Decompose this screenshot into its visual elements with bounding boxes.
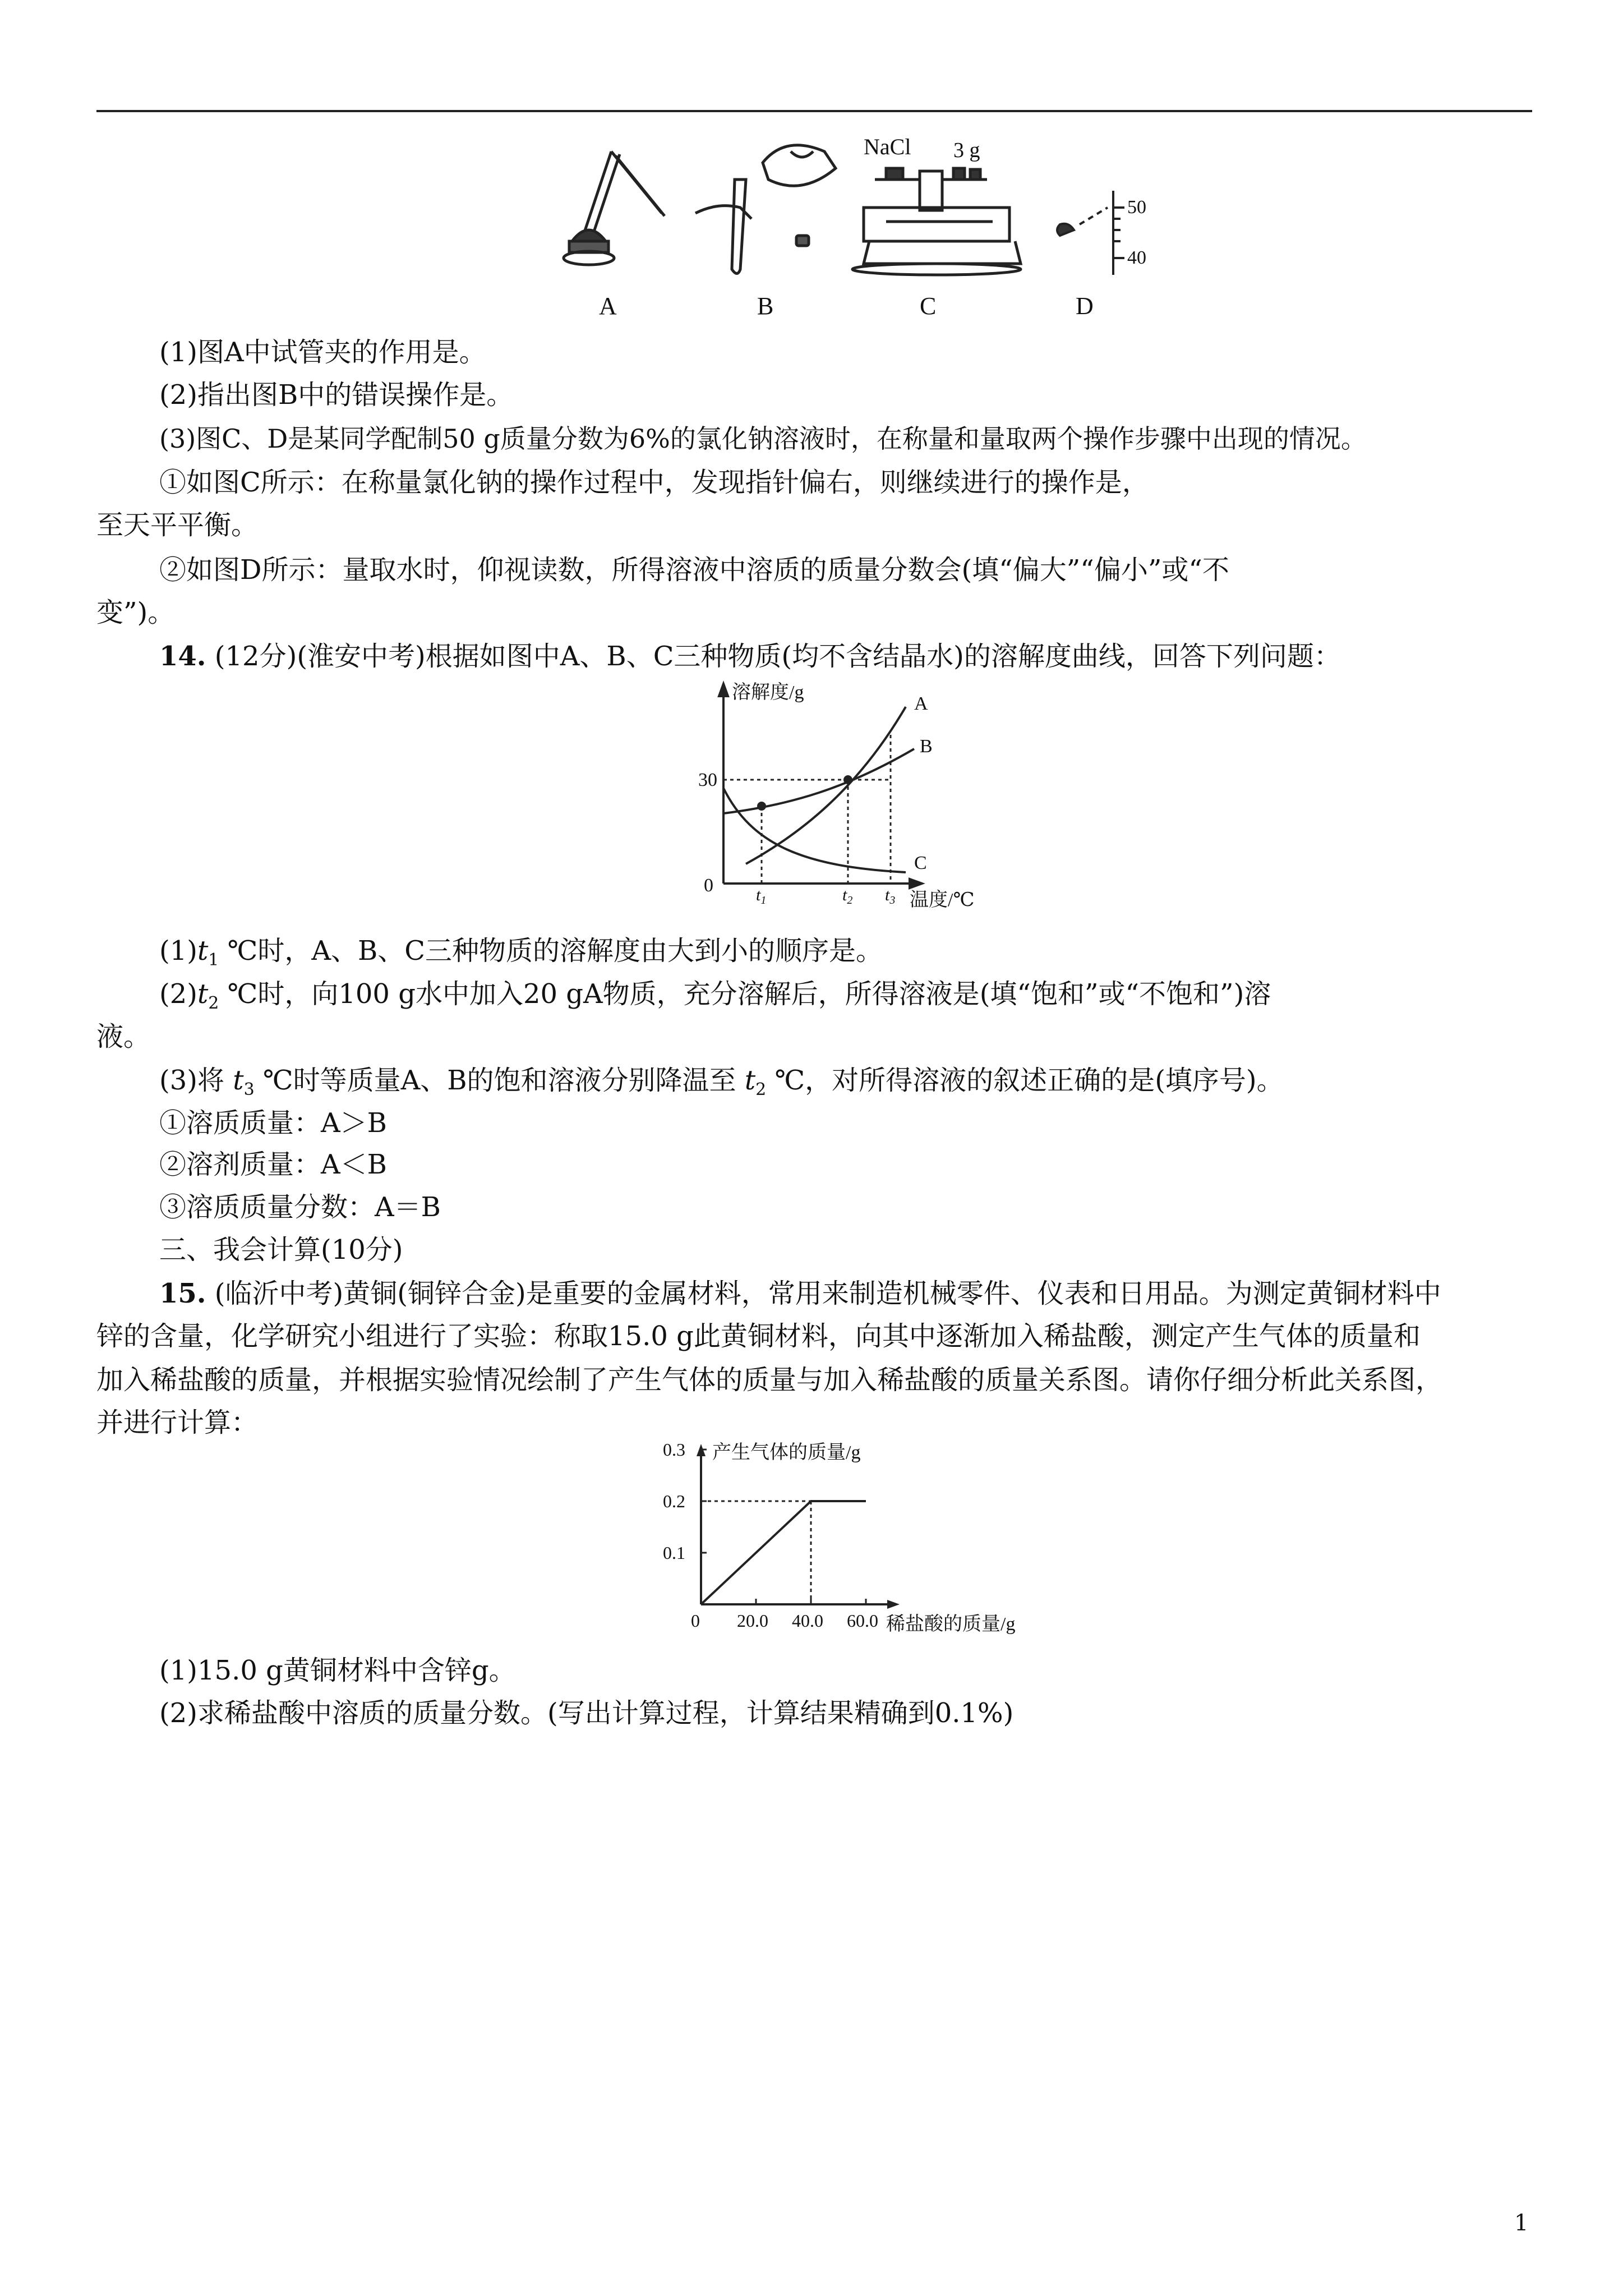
- q13-part2: (2)指出图B中的错误操作是。: [159, 379, 514, 411]
- gas-xlabel: 稀盐酸的质量/g: [886, 1614, 1016, 1635]
- q14-part3: (3)将 $t_3$ ℃时等质量A、B的饱和溶液分别降温至 $t_2$ ℃，对所得溶液的叙述正确的是(填序号)。: [159, 1065, 1284, 1099]
- gas-x-arrow: [887, 1600, 900, 1609]
- gas-ytick-label-2: 0.3: [663, 1439, 685, 1460]
- gas-mass-chart: [651, 1436, 1054, 1655]
- top-rule: [96, 110, 1532, 112]
- cyl-label-40: 40: [1127, 247, 1146, 268]
- q15-stem-line2: 锌的含量，化学研究小组进行了实验：称取15.0 g此黄铜材料，向其中逐渐加入稀盐酸，测定产生气体的质量和: [96, 1320, 1421, 1352]
- q13-part3-1-cont: 至天平平衡。: [96, 509, 259, 541]
- q13-part3-2: ②如图D所示：量取水时，仰视读数，所得溶液中溶质的质量分数会(填“偏大”“偏小”或“不: [159, 554, 1229, 586]
- sol-x-arrow: [910, 879, 922, 888]
- page-number: 1: [1514, 2210, 1529, 2236]
- sol-xlabel: 温度/℃: [910, 890, 975, 910]
- label-nacl: NaCl: [864, 134, 911, 159]
- sol-y-arrow: [719, 684, 728, 696]
- q14-option-2: ②溶剂质量：A＜B: [159, 1149, 387, 1180]
- intersect-t2: [845, 776, 851, 783]
- intersect-t1: [758, 803, 765, 809]
- figure-label-d: D: [1076, 292, 1094, 320]
- gas-series-line: [701, 1501, 866, 1604]
- q15-part1: (1)15.0 g黄铜材料中含锌g。: [159, 1655, 516, 1686]
- q14-stem: 14. (12分)(淮安中考)根据如图中A、B、C三种物质(均不含结晶水)的溶解度曲线，回答下列问题：: [159, 641, 1341, 672]
- sol-origin: 0: [704, 875, 713, 896]
- apparatus-figure: [550, 129, 1155, 320]
- figure-label-a: A: [599, 292, 617, 320]
- figure-label-b: B: [757, 292, 774, 320]
- solubility-chart: [690, 676, 1004, 912]
- series-b-label: B: [920, 736, 933, 757]
- series-c-label: C: [914, 853, 927, 873]
- q15-stem-line1: 15. (临沂中考)黄铜(铜锌合金)是重要的金属材料，常用来制造机械零件、仪表和日用品。为测定黄铜材料中: [159, 1278, 1441, 1309]
- sol-xtick-t1: $t_1$: [756, 886, 767, 907]
- q13-part3-1: ①如图C所示：在称量氯化钠的操作过程中，发现指针偏右，则继续进行的操作是，: [159, 467, 1149, 498]
- series-b-curve: [723, 749, 914, 813]
- figure-a-tube-holder: [564, 151, 665, 265]
- figure-label-c: C: [920, 292, 937, 320]
- gas-xtick-label-1: 40.0: [792, 1611, 823, 1631]
- q15-part2: (2)求稀盐酸中溶质的质量分数。(写出计算过程，计算结果精确到0.1%): [159, 1697, 1014, 1729]
- gas-origin: 0: [691, 1611, 700, 1631]
- q13-part1: (1)图A中试管夹的作用是。: [159, 337, 486, 368]
- sol-xtick-t3: $t_3$: [885, 886, 896, 907]
- q14-part1: $(1)t_1$ ℃时，A、B、C三种物质的溶解度由大到小的顺序是。: [159, 935, 883, 970]
- figure-b-pouring: [695, 145, 836, 274]
- sol-ylabel: 溶解度/g: [732, 682, 804, 703]
- q14-option-1: ①溶质质量：A＞B: [159, 1107, 387, 1139]
- gas-ytick-label-1: 0.2: [663, 1491, 685, 1511]
- gas-xtick-label-2: 60.0: [847, 1611, 878, 1631]
- cyl-label-50: 50: [1127, 197, 1146, 218]
- sol-xtick-t2: $t_2$: [842, 886, 853, 907]
- q13-part3-2-cont: 变”)。: [96, 597, 175, 628]
- figure-d-cylinder: [1057, 191, 1146, 275]
- q15-stem-line4: 并进行计算：: [96, 1407, 259, 1438]
- sol-ytick-30: 30: [698, 770, 717, 790]
- label-weight: 3 g: [953, 139, 980, 162]
- q14-part2: $(2)t_2$ ℃时，向100 g水中加入20 gA物质，充分溶解后，所得溶液是(填“饱和”或“不饱和”)溶: [159, 978, 1271, 1013]
- gas-ytick-label-0: 0.1: [663, 1543, 685, 1563]
- gas-ylabel: 产生气体的质量/g: [712, 1442, 861, 1463]
- section-3-heading: 三、我会计算(10分): [159, 1234, 403, 1266]
- q13-part3: (3)图C、D是某同学配制50 g质量分数为6%的氯化钠溶液时，在称量和量取两个操作步骤中出现的情况。: [159, 424, 1367, 454]
- figure-c-balance: [852, 134, 1021, 275]
- q14-option-3: ③溶质质量分数：A＝B: [159, 1191, 441, 1223]
- q14-part2-cont: 液。: [96, 1021, 151, 1052]
- series-a-label: A: [914, 693, 928, 714]
- gas-xtick-label-0: 20.0: [737, 1611, 768, 1631]
- q15-stem-line3: 加入稀盐酸的质量，并根据实验情况绘制了产生气体的质量与加入稀盐酸的质量关系图。请你仔细分析此关系图，: [96, 1364, 1443, 1396]
- series-c-curve: [723, 788, 906, 872]
